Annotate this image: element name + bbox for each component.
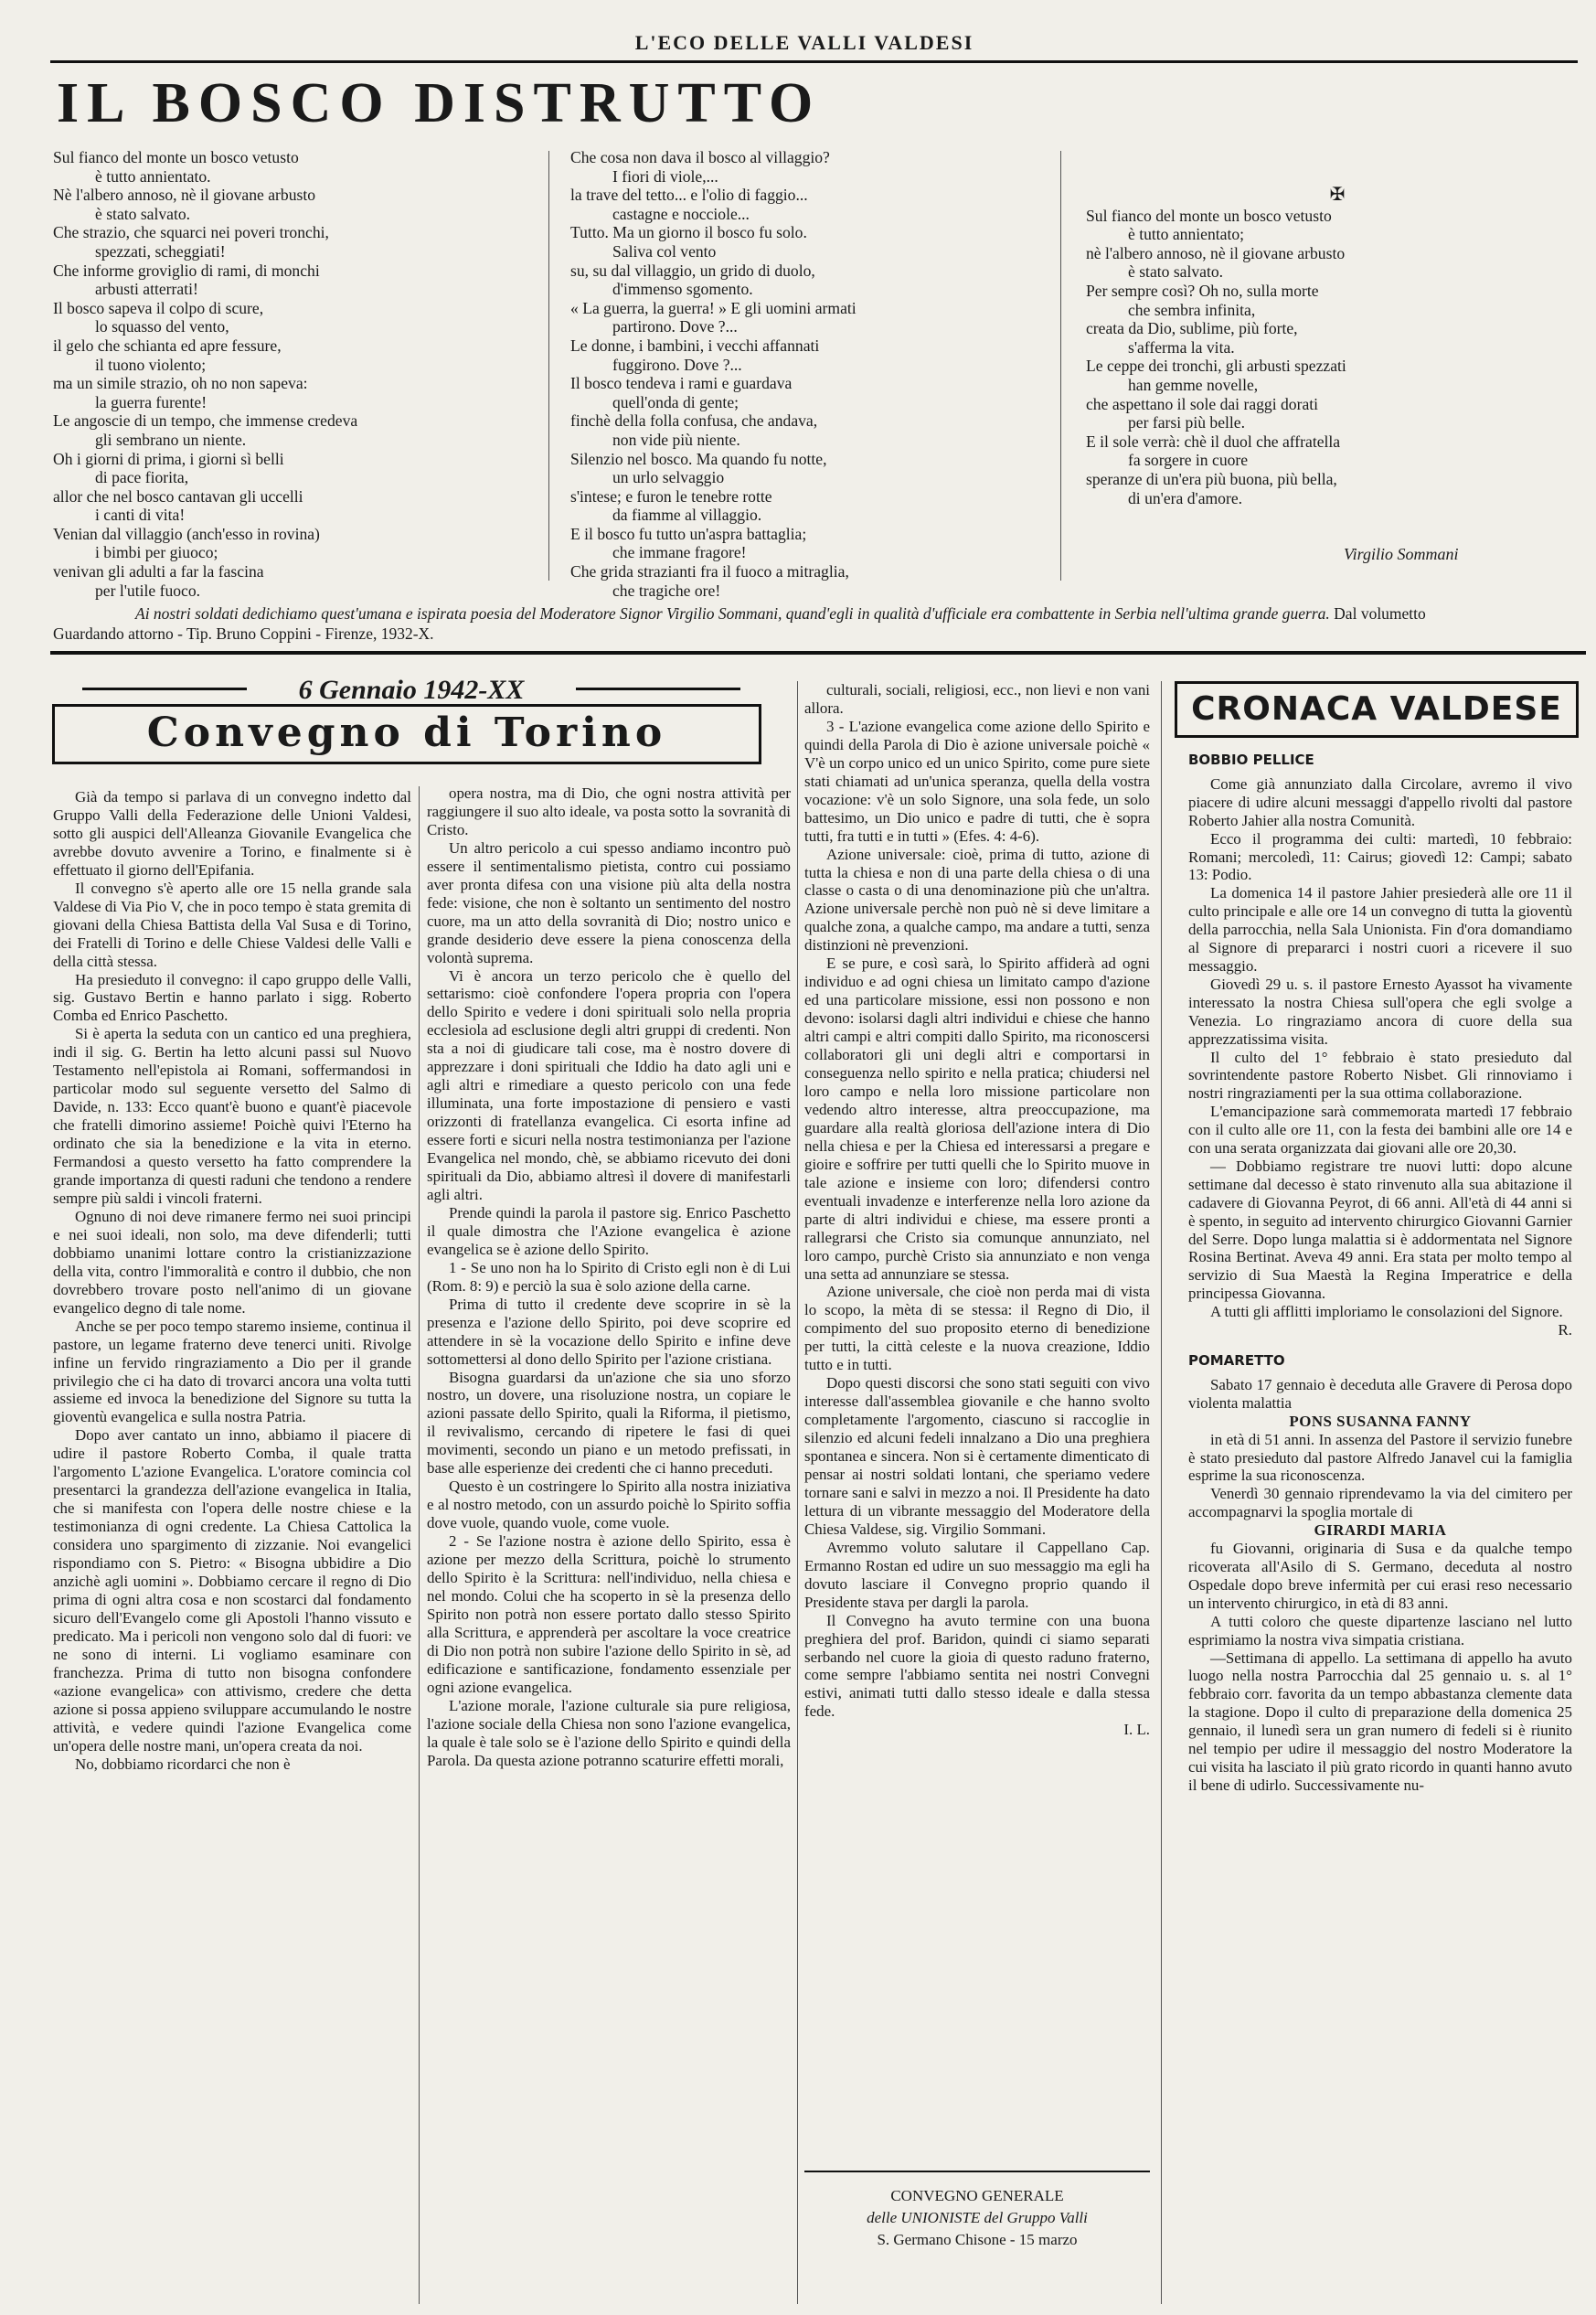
poem-line: fuggirono. Dove ?...: [612, 355, 742, 374]
poem-line: è tutto annientato.: [95, 166, 211, 186]
poem-line: han gemme novelle,: [1128, 375, 1259, 394]
poem-line: è tutto annientato;: [1128, 225, 1245, 244]
article-paragraph: Dopo aver cantato un inno, abbiamo il piacere di udire il pastore Roberto Comba, il quale tratta l'argomento L'azione Evangelica. L'oratore comincia col presentarci la grandezza dell'azione evangelica in Italia, che si manifesta con l'opera delle nostre chiese e la testimonianza di ogni credente. La Chiesa Cattolica la considera uno spargimento di zizzanie. Noi evangelici rispondiamo con S. Pietro: « Bisogna ubbidire a Dio anzichè agli uomini ». Dobbiamo cercare il regno di Dio prima di ogni altra cosa e non scostarci dal fondamento sicuro dell'Evangelo come gli Apostoli l'hanno vissuto e predicato. Ma i pericoli non vengono solo dal di fuori: ve ne sono di interni. Li vogliamo esaminare con franchezza. Prima di tutto non bisogna confondere «azione evangelica» con attivismo, credere che detta azione si possa appieno sviluppare accumulando le nostre attività, e vedere quindi l'azione Evangelica come un'opera delle nostre mani, un'opera creata da noi.: [53, 1426, 411, 1755]
article-paragraph: Ognuno di noi deve rimanere fermo nei suoi principi e nei suoi ideali, non solo, ma deve difenderli; tutti dobbiamo unanimi lottare contro la cristianizzazione della vita, contro l'immoralità e contro il dubbio, che non dovrebbero trovare posto nell'animo di un giovane evangelico degno di tale nome.: [53, 1207, 411, 1317]
article-paragraph: Bisogna guardarsi da un'azione che sia uno sforzo nostro, un dovere, una risoluzione nostra, un copiare le azioni passate dello Spirito, quali la Riforma, il pietismo, il revivalismo, cercando di ripetere le fasi di quei movimenti, secondo un piano e un metodo prefissati, in base alle esperienze dei credenti che ci hanno preceduti.: [427, 1368, 791, 1478]
article-paragraph: Prima di tutto il credente deve scoprire in sè la presenza e l'azione dello Spirito, poi deve scoprire ed attendere in sè la vocazione dello Spirito e infine deve sottomettersi al dono dello Spirito per l'azione cristiana.: [427, 1295, 791, 1368]
poem-column-3: [1086, 186, 1561, 507]
dateline-text: 6 Gennaio 1942-XX: [298, 675, 525, 705]
article-column-3: [804, 681, 1150, 1739]
article-paragraph: Ha presieduto il convegno: il capo gruppo delle Valli, sig. Gustavo Bertin e hanno parlato i sigg. Roberto Comba ed Enrico Paschetto.: [53, 970, 411, 1025]
poem-line: di pace fiorita,: [95, 468, 189, 487]
column-divider: [1060, 151, 1061, 581]
dateline-rule-left: [82, 688, 247, 690]
article-paragraph: Avremmo voluto salutare il Cappellano Cap. Ermanno Rostan ed udire un suo messaggio ma egli ha dovuto lasciare il Convegno proprio quando il Presidente stava per dargli la parola.: [804, 1538, 1150, 1611]
notice-line-3: S. Germano Chisone - 15 marzo: [877, 2231, 1078, 2248]
poem-line: per l'utile fuoco.: [95, 581, 201, 600]
article-paragraph: 3 - L'azione evangelica come azione dello Spirito e quindi della Parola di Dio è azione universale poichè « V'è un corpo unico ed un unico Spirito, come pure siete stati chiamati ad un'unica speranza, quella della vostra vocazione: v'è un solo Signore, una sola fede, un solo battesimo, un Dio unico e padre di tutti, che è sopra tutti, fra tutti e in tutti » (Efes. 4: 4-6).: [804, 717, 1150, 845]
dateline-rule-right: [576, 688, 740, 690]
poem-line: nè l'albero annoso, nè il giovane arbusto: [1086, 243, 1346, 262]
cronaca-title: CRONACA VALDESE: [1191, 690, 1562, 728]
dedication-source: Dal volumetto Guardando attorno - Tip. Bruno Coppini - Firenze, 1932-X.: [53, 604, 1426, 643]
poem-line: Per sempre così? Oh no, sulla morte: [1086, 281, 1319, 300]
article-paragraph: Già da tempo si parlava di un convegno indetto dal Gruppo Valli della Federazione delle Unioni Valdesi, sotto gli auspici dell'Alleanza Giovanile Evangelica che avrebbe dovuto avvenire a Torino, e finalmente si è effettuato il giorno dell'Epifania.: [53, 788, 411, 879]
poem-column-2: [570, 148, 1000, 600]
poem-line: il tuono violento;: [95, 355, 207, 374]
poem-line: Tutto. Ma un giorno il bosco fu solo.: [570, 223, 807, 242]
poem-line: che immane fragore!: [612, 543, 747, 562]
cronaca-column: [1188, 750, 1572, 1795]
bobbio-signature: R.: [1558, 1321, 1572, 1339]
article-paragraph: Questo è un costringere lo Spirito alla nostra iniziativa e al nostro metodo, con un assurdo poichè lo Spirito soffia dove vuole, quando vuole, come vuole.: [427, 1478, 791, 1532]
article-title: Convegno di Torino: [146, 709, 667, 756]
poem-line: lo squasso del vento,: [95, 317, 229, 336]
poem-line: venivan gli adulti a far la fascina: [53, 562, 264, 581]
poem-line: su, su dal villaggio, un grido di duolo,: [570, 261, 815, 280]
poem-line: che tragiche ore!: [612, 581, 721, 600]
dedication-italic: Ai nostri soldati dedichiamo quest'umana e ispirata poesia del Moderatore Signor Virgilio Sommani, quand'egli in qualità d'ufficiale era combattente in Serbia nell'ultima grande guerra.: [135, 604, 1330, 623]
poem-line: ma un simile strazio, oh no non sapeva:: [53, 374, 308, 393]
column-divider: [548, 151, 549, 581]
convegno-notice: [804, 2185, 1150, 2251]
pomaretto-heading: POMARETTO: [1188, 1352, 1285, 1369]
article-paragraph: Il Convegno ha avuto termine con una buona preghiera del prof. Baridon, quindi ci siamo separati serbando nel cuore la gioia di questo raduno fraterno, come sempre l'abbiamo sentita nei nostri Convegni estivi, animati tutti dallo stesso ideale e dalla stessa fede.: [804, 1611, 1150, 1721]
poem-line: castagne e nocciole...: [612, 204, 750, 223]
article-signature: I. L.: [1123, 1721, 1150, 1739]
article-paragraph: Il convegno s'è aperto alle ore 15 nella grande sala Valdese di Via Pio V, che in poco tempo è stata gremita di giovani della Chiesa Battista della Val Susa e di Torino, dei Fratelli di Torino e delle Chiese Valdesi delle Valli e della città stessa.: [53, 879, 411, 970]
article-paragraph: Vi è ancora un terzo pericolo che è quello del settarismo: cioè confondere l'opera propria con l'opera dello Spirito e vedere i doni spirituali solo nella propria ecclesiola ad esclusione degli altri gruppi di credenti. Non sta a noi di giudicare tali cose, ma è nostro dovere di apprezzare i doni spirituali che Iddio ha dato agli uni e agli altri e rimediare a questo pericolo con una fede illuminata, una forte impostazione di pensiero e vasti orizzonti di fratellanza evangelica. Ci esorta infine ad essere forti e sicuri nella nostra testimonianza per l'azione Evangelica nel mondo, chè, se abbiamo ricevuto dei doni spirituali da Dio, abbiamo altresì il dovere di manifestarli agli altri.: [427, 966, 791, 1203]
poem-line: gli sembrano un niente.: [95, 430, 247, 449]
pomaretto-paragraph: fu Giovanni, originaria di Susa e da qualche tempo ricoverata all'Asilo di S. Germano, deceduta al nostro Ospedale dopo breve infermità per cui erasi reso necessario un intervento chirurgico, in età di 83 anni.: [1188, 1540, 1572, 1612]
poem-line: Che informe groviglio di rami, di monchi: [53, 261, 320, 280]
cronaca-title-box: [1175, 681, 1579, 738]
article-paragraph: Si è aperta la seduta con un cantico ed una preghiera, indi il sig. G. Bertin ha letto alcuni passi sul Nuovo Testamento nell'epistola ai Romani, soffermandosi in particolar modo sul seguente versetto del Salmo di Davide, n. 133: Ecco quant'è buono e quant'è piacevole che fratelli dimorino assieme! Poichè quivi l'Eterno ha ordinato che sia la benedizione e la vita in eterno. Fermandosi a questo versetto ha fatto comprendere la grande importanza di questi raduni che tendono a rendere sempre più saldi i vincoli fraterni.: [53, 1025, 411, 1207]
pomaretto-intro: Sabato 17 gennaio è deceduta alle Gravere di Perosa dopo violenta malattia: [1188, 1375, 1572, 1412]
poem-line: spezzati, scheggiati!: [95, 241, 226, 261]
article-paragraph: Il culto del 1° febbraio è stato presieduto dal sovrintendente pastore Roberto Nisbet. Gli rinnoviamo i nostri ringraziamenti per la sua ottima collaborazione.: [1188, 1048, 1572, 1103]
poem-line: Venian dal villaggio (anch'esso in rovina): [53, 524, 320, 543]
article-paragraph: Ecco il programma dei culti: martedì, 10 febbraio: Romani; mercoledì, 11: Cairus; giovedì 12: Campi; sabato 13: Podio.: [1188, 829, 1572, 884]
poem-line: il gelo che schianta ed apre fessure,: [53, 336, 282, 355]
poem-line: Le angoscie di un tempo, che immense credeva: [53, 411, 358, 431]
notice-line-1: CONVEGNO GENERALE: [890, 2187, 1064, 2204]
poem-line: non vide più niente.: [612, 430, 740, 449]
poem-line: i bimbi per giuoco;: [95, 543, 218, 562]
article-paragraph: No, dobbiamo ricordarci che non è: [75, 1755, 291, 1773]
poem-line: Il bosco tendeva i rami e guardava: [570, 374, 793, 393]
poem-line: allor che nel bosco cantavan gli uccelli: [53, 486, 303, 506]
article-paragraph: Un altro pericolo a cui spesso andiamo incontro può essere il sentimentalismo pietista, contro cui possiamo aver pronta difesa con una visione più alta della nostra fede: visione, che non è soltanto un sentimento del nostro cuore, ma un atto della sovranità di Dio; nostro unico e grande desiderio deve essere la piena conoscenza della volontà suprema.: [427, 838, 791, 966]
obituary-name-2: GIRARDI MARIA: [1314, 1521, 1447, 1540]
poem-line: Che grida strazianti fra il fuoco a mitraglia,: [570, 562, 849, 581]
poem-dedication: [53, 603, 1452, 644]
poem-line: che sembra infinita,: [1128, 300, 1256, 319]
bobbio-heading: BOBBIO PELLICE: [1188, 752, 1314, 768]
poem-line: Sul fianco del monte un bosco vetusto: [53, 148, 299, 166]
poem-line: quell'onda di gente;: [612, 392, 739, 411]
poem-line: Silenzio nel bosco. Ma quando fu notte,: [570, 449, 827, 468]
poem-line: creata da Dio, sublime, più forte,: [1086, 319, 1298, 338]
article-dateline: [55, 675, 768, 705]
column-divider: [797, 681, 798, 2304]
article-paragraph: Dopo questi discorsi che sono stati seguiti con vivo interesse dall'assemblea giovanile e che hanno svolto completamente l'argomento, ciascuno si raccoglie in silenzio ed alcuni fedeli innalzano a Dio una preghiera spontanea e sincera. Non si è certamente dimenticato di pensar ai nostri soldati lontani, che speriamo vedere tornare sani e salvi in mezzo a noi. Il Presidente ha dato lettura di un vibrante messaggio del Moderatore della Chiesa Valdese, sig. Virgilio Sommani.: [804, 1374, 1150, 1538]
pomaretto-paragraph: —Settimana di appello. La settimana di appello ha avuto luogo nella nostra Parrocchia dal 25 gennaio u. s. al 1° febbraio corr. favorita da un tempo abbastanza clemente data la stagione. Dopo il culto di preparazione della domenica 25 gennaio, il lunedì sera un gran numero di fedeli si è riunito nel tempio per udire il messaggio del nostro Moderatore la cui visita ha lasciato il più grato ricordo in quanti hanno avuto il bene di udirlo. Successivamente nu-: [1188, 1648, 1572, 1794]
article-paragraph: Anche se per poco tempo staremo insieme, continua il pastore, un legame fraterno deve tenerci uniti. Rivolge infine un fervido ringraziamento a Dio per il grande privilegio che ci ha dato di trovarci ancora una volta tutti assieme ed invoca la benedizione del Signore su tutta la gioventù evangelica e sulla nostra Patria.: [53, 1317, 411, 1426]
article-paragraph: A tutti gli afflitti imploriamo le consolazioni del Signore.: [1210, 1303, 1563, 1321]
cross-mark: ✠: [1329, 185, 1346, 205]
article-column-2: [427, 784, 791, 1769]
bobbio-body: [1188, 775, 1572, 1321]
poem-title: IL BOSCO DISTRUTTO: [57, 72, 822, 134]
poem-line: per farsi più belle.: [1128, 413, 1245, 432]
column-divider: [419, 786, 420, 2304]
article-paragraph: L'azione morale, l'azione culturale sia pure religiosa, l'azione sociale della Chiesa non sono l'azione evangelica, la quale è tale solo se è l'azione dello Spirito e quindi della Parola. Da questa azione potranno scaturire effetti morali,: [427, 1696, 791, 1769]
poem-line: d'immenso sgomento.: [612, 280, 753, 299]
notice-rule: [804, 2171, 1150, 2172]
pomaretto-paragraph: A tutti coloro che queste dipartenze lasciano nel lutto esprimiamo la nostra viva simpatia cristiana.: [1188, 1612, 1572, 1648]
poem-line: Il bosco sapeva il colpo di scure,: [53, 298, 264, 317]
poem-line: di un'era d'amore.: [1128, 488, 1243, 507]
poem-line: finchè della folla confusa, che andava,: [570, 411, 818, 431]
article-column-1: [53, 788, 411, 1773]
poem-line: I fiori di viole,...: [612, 166, 718, 186]
notice-line-2: delle UNIONISTE del Gruppo Valli: [867, 2209, 1088, 2226]
poem-line: Che strazio, che squarci nei poveri tronchi,: [53, 223, 329, 242]
poem-line: arbusti atterrati!: [95, 280, 198, 299]
poem-line: E il bosco fu tutto un'aspra battaglia;: [570, 524, 807, 543]
header-rule: [50, 60, 1578, 63]
article-title-box: [52, 704, 761, 764]
section-rule: [50, 651, 1586, 655]
pomaretto-paragraph: in età di 51 anni. In assenza del Pastore il servizio funebre è stato presieduto dal pastore Alfredo Janavel cui la famiglia esprime la sua riconoscenza.: [1188, 1430, 1572, 1485]
poem-line: E il sole verrà: chè il duol che affratella: [1086, 432, 1341, 451]
article-paragraph: Giovedì 29 u. s. il pastore Ernesto Ayassot ha vivamente interessato la nostra Chiesa sull'opera che egli svolge a Venezia. Lo ringraziamo ancora di cuore della sua apprezzatissima visita.: [1188, 975, 1572, 1048]
article-paragraph: Come già annunziato dalla Circolare, avremo il vivo piacere di udire alcuni messaggi d'appello rivolti dal pastore Roberto Jahier alla nostra Comunità.: [1188, 774, 1572, 829]
obituary-name-1: PONS SUSANNA FANNY: [1289, 1412, 1472, 1430]
article-paragraph: Prende quindi la parola il pastore sig. Enrico Paschetto il quale dimostra che l'Azione evangelica è azione evangelica se è azione dello Spirito.: [427, 1203, 791, 1258]
poem-line: partirono. Dove ?...: [612, 317, 738, 336]
article-paragraph: 1 - Se uno non ha lo Spirito di Cristo egli non è di Lui (Rom. 8: 9) e perciò la sua è solo azione della carne.: [427, 1258, 791, 1295]
article-paragraph: opera nostra, ma di Dio, che ogni nostra attività per raggiungere il suo alto ideale, va posta sotto la sovranità di Cristo.: [427, 784, 791, 838]
poem-line: fa sorgere in cuore: [1128, 451, 1249, 470]
poem-signature: Virgilio Sommani: [1344, 545, 1459, 563]
poem-line: un urlo selvaggio: [612, 468, 725, 487]
poem-line: Nè l'albero annoso, nè il giovane arbusto: [53, 186, 316, 205]
article-paragraph: — Dobbiamo registrare tre nuovi lutti: dopo alcune settimane dal decesso è stato rinvenuto alla sua abitazione il cadavere di Giovanna Peyrot, di 66 anni. All'età di 44 anni si è spento, in seguito ad intervento chirurgico Giovanni Garnier del Serre. Dopo lunga malattia si è addormentata nel Signore Rosina Bertinat. Aveva 49 anni. Era stata per molto tempo al servizio di Sua Maestà la Regina Imperatrice e della principessa Giovanna.: [1188, 1157, 1572, 1303]
poem-line: i canti di vita!: [95, 506, 186, 525]
poem-line: Che cosa non dava il bosco al villaggio?: [570, 148, 830, 166]
article-paragraph: La domenica 14 il pastore Jahier presiederà alle ore 11 il culto principale e alle ore 14 un convegno di tutta la gioventù della parrocchia, nella Sala Unionista. Fin d'ora domandiamo al Signore di prepararci i nostri cuori a ricevere il suo messaggio.: [1188, 884, 1572, 975]
article-paragraph: Azione universale: cioè, prima di tutto, azione di tutta la chiesa e non di una parte della chiesa o di una classe o casta o di una denominazione più che un'altra. Azione universale perchè non può nè si deve limitare a qualche zona, a qualche campo, ma andare a tutti, senza distinzioni nè prevenzioni.: [804, 845, 1150, 955]
poem-line: Oh i giorni di prima, i giorni sì belli: [53, 449, 284, 468]
article-paragraph: Azione universale, che cioè non perda mai di vista lo scopo, la mèta di se stessa: il Regno di Dio, il compimento del suo proposito eterno di benedizione per tutti, la città celeste e la nuova creazione, Iddio tutto e in tutti.: [804, 1283, 1150, 1374]
poem-line: che aspettano il sole dai raggi dorati: [1086, 394, 1319, 413]
article-paragraph: E se pure, e così sarà, lo Spirito affiderà ad ogni individuo e ad ogni chiesa un limitato campo d'azione ed una particolare missione, essi non possono e non devono: isolarsi dagli altri individui e chiese che hanno altri campi e altri compiti dallo Spirito, ma riconoscersi collaboratori gli uni degli altri e comportarsi in conseguenza nello spirito e nella pratica; chiudersi nel loro campo e nella loro missione particolare non vedendo altro interesse, altra preoccupazione, ma guardare alla realtà gloriosa dell'azione intera di Dio nella chiesa e per la Chiesa ed interessarsi a pregare e gioire e soffrire per tutti quelli che lo Spirito muove in tale azione e insieme con loro; difendersi contro eventuali invadenze e interferenze nella loro azione da parte di altri individui e chiese, ma essere pronti a rallegrarsi che Cristo sia comunque annunziato, nel loro campo, purchè Cristo sia annunziato e non venga una setta ad annunziare se stessa.: [804, 955, 1150, 1283]
poem-column-1: [53, 148, 510, 600]
poem-line: s'intese; e furon le tenebre rotte: [570, 486, 772, 506]
article-paragraph: 2 - Se l'azione nostra è azione dello Spirito, essa è azione per mezzo della Scrittura, poichè lo strumento dello Spirito è la Scrittura: nell'individuo, nella chiesa e nel mondo. Colui che ha scoperto in sè la presenza dello Spirito non potrà non essere portato dallo stesso Spirito alla Scrittura, e apprenderà per ascoltare la voce creatrice di Dio non potrà non subire l'azione dello Spirito in sè, ad edificazione e santificazione, fondamento essenziale per ogni azione evangelica.: [427, 1532, 791, 1696]
poem-line: speranze di un'era più buona, più bella,: [1086, 469, 1337, 488]
poem-line: è stato salvato.: [95, 204, 191, 223]
column-divider: [1161, 681, 1162, 2304]
poem-line: la guerra furente!: [95, 392, 207, 411]
article-paragraph: L'emancipazione sarà commemorata martedì 17 febbraio con il culto alle ore 11, con la festa dei bambini alle ore 14 e con una serata organizzata dai giovani alle ore 20,30.: [1188, 1103, 1572, 1158]
poem-line: s'afferma la vita.: [1128, 337, 1235, 357]
poem-line: Le ceppe dei tronchi, gli arbusti spezzati: [1086, 357, 1346, 376]
poem-line: Le donne, i bambini, i vecchi affannati: [570, 336, 820, 355]
poem-line: Saliva col vento: [612, 241, 717, 261]
poem-line: la trave del tetto... e l'olio di faggio...: [570, 186, 808, 205]
poem-line: è stato salvato.: [1128, 262, 1224, 282]
pomaretto-paragraph: Venerdì 30 gennaio riprendevamo la via del cimitero per accompagnarvi la spoglia mortale di: [1188, 1485, 1572, 1521]
running-head: L'ECO DELLE VALLI VALDESI: [634, 31, 974, 54]
poem-line: da fiamme al villaggio.: [612, 506, 762, 525]
poem-line: « La guerra, la guerra! » E gli uomini armati: [570, 298, 857, 317]
poem-line: Sul fianco del monte un bosco vetusto: [1086, 206, 1332, 225]
article-paragraph: culturali, sociali, religiosi, ecc., non lievi e non vani allora.: [804, 681, 1150, 717]
